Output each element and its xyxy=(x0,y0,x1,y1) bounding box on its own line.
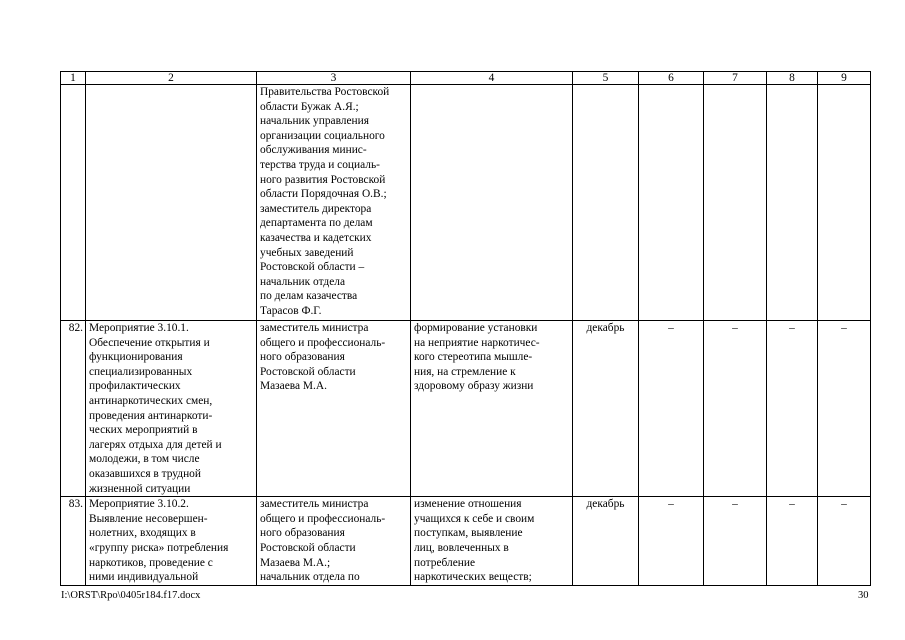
file-path: I:\ORST\Rpo\0405r184.f17.docx xyxy=(61,590,201,601)
term-cell xyxy=(573,85,639,321)
responsible-cell: заместитель министра общего и профессиональ- ного образования Ростовской области Мазаева М.А.; начальник отдела по xyxy=(257,497,411,586)
result-cell xyxy=(411,85,573,321)
header-cell: 4 xyxy=(411,72,573,85)
result-cell: изменение отношения учащихся к себе и своим поступкам, выявление лиц, вовлеченных в потребление наркотических веществ; xyxy=(411,497,573,586)
table-row xyxy=(61,321,871,497)
row-number: 82. xyxy=(61,321,86,497)
row-number: 83. xyxy=(61,497,86,586)
header-cell: 7 xyxy=(704,72,767,85)
value-cell: – xyxy=(818,321,871,497)
header-cell: 2 xyxy=(86,72,257,85)
value-cell: – xyxy=(639,321,704,497)
header-cell: 8 xyxy=(767,72,818,85)
responsible-cell: Правительства Ростовской области Бужак А.Я.; начальник управления организации социального обслуживания минис- терства труда и социаль- ного развития Ростовской области Порядочная О.В.; заместитель директора департамента по делам казачества и кадетских учебных заведений Ростовской области – начальник отдела по делам казачества Тарасов Ф.Г. xyxy=(257,85,411,321)
event-cell: Мероприятие 3.10.2. Выявление несовершен- нолетних, входящих в «группу риска» потребления наркотиков, проведение с ними индивидуальной xyxy=(86,497,257,586)
event-cell xyxy=(86,85,257,321)
term-cell: декабрь xyxy=(573,497,639,586)
value-cell xyxy=(818,85,871,321)
value-cell: – xyxy=(767,497,818,586)
header-cell: 3 xyxy=(257,72,411,85)
plan-table xyxy=(60,71,871,586)
value-cell xyxy=(639,85,704,321)
value-cell: – xyxy=(704,497,767,586)
term-cell: декабрь xyxy=(573,321,639,497)
header-cell: 6 xyxy=(639,72,704,85)
table-row xyxy=(61,497,871,586)
header-cell: 9 xyxy=(818,72,871,85)
value-cell: – xyxy=(639,497,704,586)
table-row xyxy=(61,85,871,321)
table-header-row xyxy=(61,72,871,85)
header-cell: 1 xyxy=(61,72,86,85)
responsible-cell: заместитель министра общего и профессиональ- ного образования Ростовской области Мазаева М.А. xyxy=(257,321,411,497)
event-cell: Мероприятие 3.10.1. Обеспечение открытия и функционирования специализированных профилактических антинаркотических смен, проведения антинаркоти- ческих мероприятий в лагерях отдыха для детей и молодежи, в том числе оказавшихся в трудной жизненной ситуации xyxy=(86,321,257,497)
result-cell: формирование установки на неприятие наркотичес- кого стереотипа мышле- ния, на стремление к здоровому образу жизни xyxy=(411,321,573,497)
value-cell: – xyxy=(818,497,871,586)
row-number xyxy=(61,85,86,321)
value-cell: – xyxy=(704,321,767,497)
value-cell xyxy=(704,85,767,321)
value-cell: – xyxy=(767,321,818,497)
value-cell xyxy=(767,85,818,321)
page-number: 30 xyxy=(858,590,869,601)
header-cell: 5 xyxy=(573,72,639,85)
